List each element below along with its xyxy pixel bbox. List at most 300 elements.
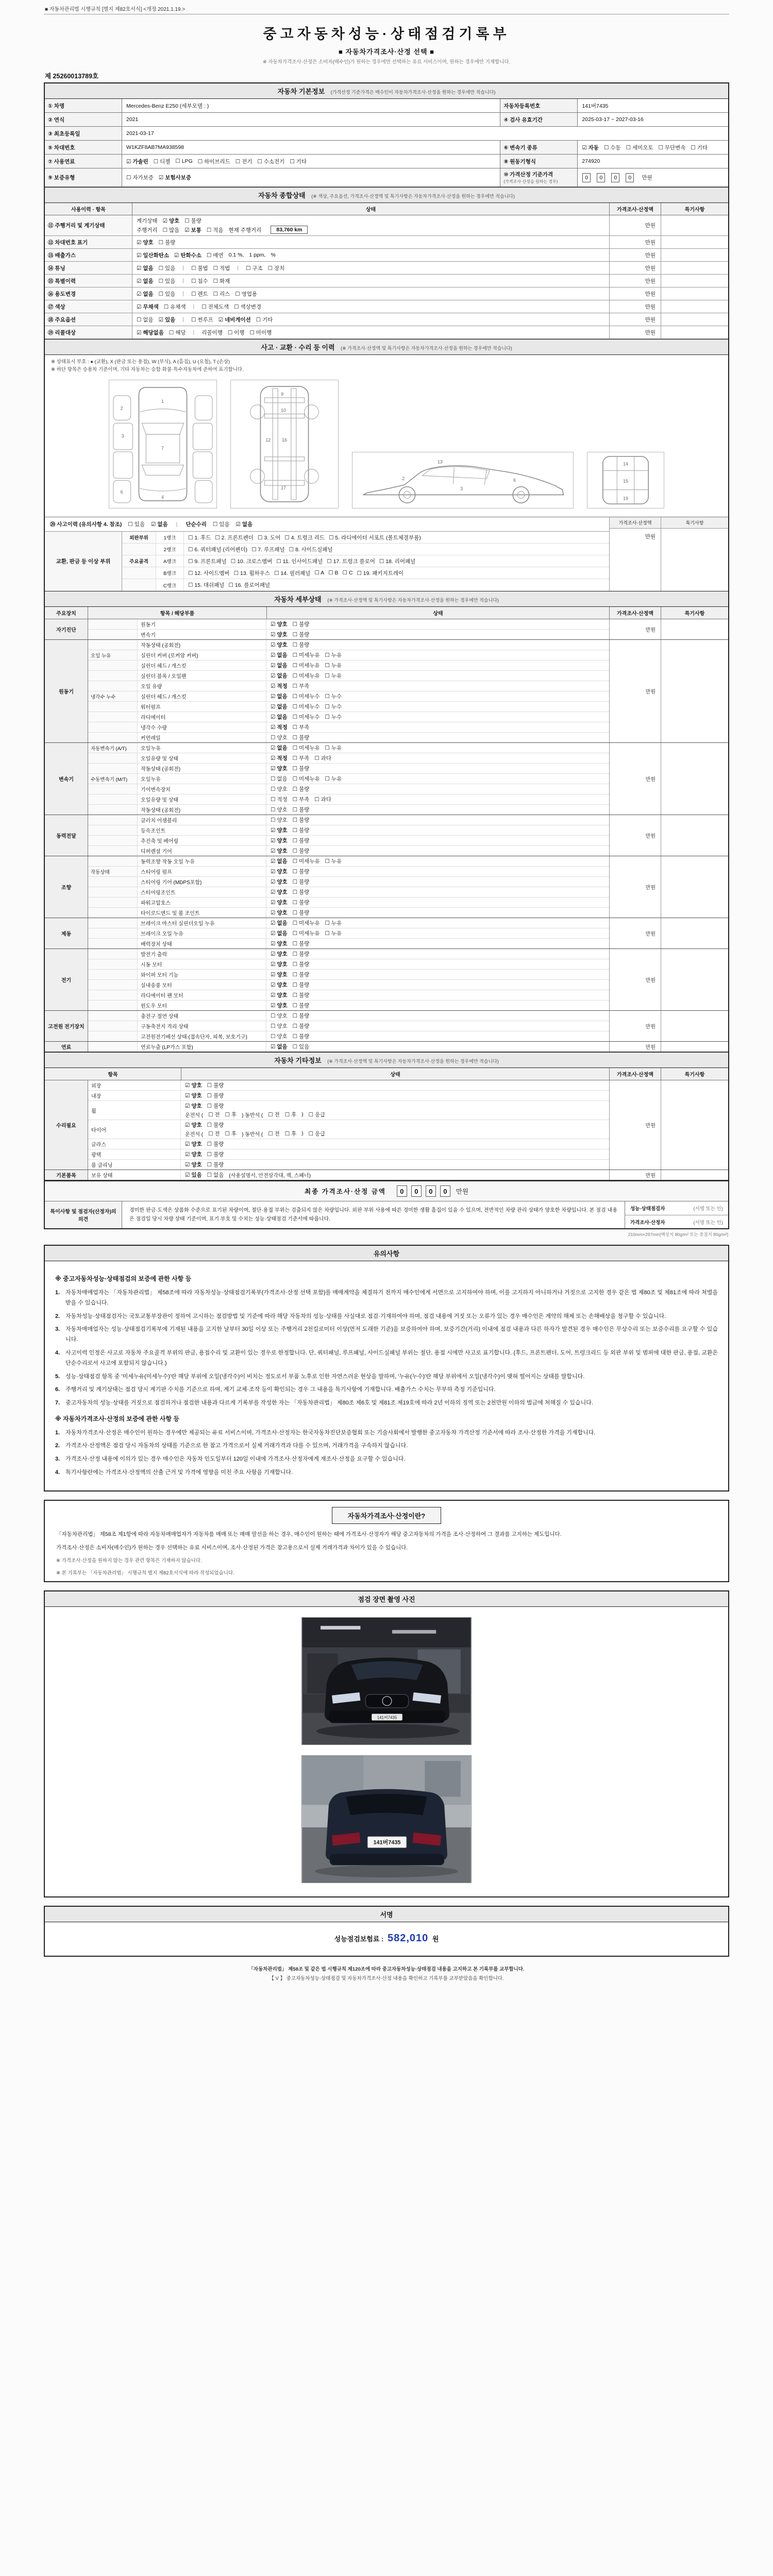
field-label-text: ⑦ 사용연료 xyxy=(48,158,75,165)
checkbox-unchecked[interactable]: ☐ 누유 xyxy=(325,858,342,865)
checkbox-unchecked[interactable]: ☐ 불량 xyxy=(207,1103,224,1110)
checkbox-checked[interactable]: ☑ 없음 xyxy=(271,920,288,927)
section-etc-info-title: 자동차 기타정보 xyxy=(274,1057,322,1065)
checkbox-unchecked[interactable]: ☐ 과다 xyxy=(314,796,331,803)
field-value xyxy=(578,168,728,187)
checkbox-unchecked[interactable]: ☐ 적법 xyxy=(213,265,230,272)
checkbox-unchecked[interactable]: ☐ 양호 xyxy=(271,1033,288,1040)
field-value xyxy=(122,99,500,112)
checkbox-unchecked[interactable]: ☐ 불량 xyxy=(292,972,310,978)
checkbox-unchecked[interactable]: ☐ 누유 xyxy=(325,920,342,927)
checkbox-unchecked[interactable]: ☐ 매연 xyxy=(206,252,224,259)
checkbox-unchecked[interactable]: ☐ 불량 xyxy=(207,1093,224,1099)
device-item-state xyxy=(266,990,609,1000)
note-cell xyxy=(661,1080,728,1170)
notice-number: 3. xyxy=(55,1326,60,1333)
checkbox-checked[interactable]: ☑ 양호 xyxy=(271,1003,288,1009)
checkbox-checked[interactable]: ☑ 가솔린 xyxy=(126,158,148,165)
notices-part2-list xyxy=(55,1428,718,1478)
checkbox-unchecked[interactable]: ☐ 전 xyxy=(208,1131,220,1138)
checkbox-unchecked[interactable]: ☐ LPG xyxy=(175,158,193,164)
page-footer xyxy=(44,1965,729,1995)
device-group xyxy=(45,640,728,743)
checkbox-unchecked[interactable]: ☐ 불량 xyxy=(207,1082,224,1089)
checkbox-unchecked[interactable]: ☐ 4. 트렁크 리드 xyxy=(284,534,325,541)
checkbox-unchecked[interactable]: ☐ 없음 xyxy=(137,316,154,323)
checkbox-unchecked[interactable]: ☐ 없음 xyxy=(271,776,288,783)
checkbox-checked[interactable]: ☑ 양호 xyxy=(185,1122,202,1129)
section-etc-info-header xyxy=(45,1052,728,1068)
state-item-label: ⑰ 색상 xyxy=(45,300,132,313)
device-item-row xyxy=(88,949,609,959)
checkbox-unchecked[interactable]: ☐ 전기 xyxy=(235,158,253,165)
svg-text:7: 7 xyxy=(161,446,164,451)
checkbox-checked[interactable]: ☑ 양호 xyxy=(185,1103,202,1110)
note-cell xyxy=(661,918,728,948)
device-items xyxy=(88,1080,610,1170)
car-diagram-top-view xyxy=(109,380,217,509)
divider: | xyxy=(182,265,184,271)
checkbox-unchecked[interactable]: ☐ 14. 필러패널 xyxy=(274,570,311,577)
checkbox-unchecked[interactable]: ☐ 불량 xyxy=(292,992,310,999)
device-subgroup xyxy=(88,815,138,825)
checkbox-unchecked[interactable]: ☐ 불량 xyxy=(207,1162,224,1168)
checkbox-unchecked[interactable]: ☐ B xyxy=(328,570,339,577)
checkbox-unchecked[interactable]: ☐ 후 xyxy=(284,1112,297,1118)
checkbox-unchecked[interactable]: ☐ 해당 xyxy=(169,329,186,336)
checkbox-unchecked[interactable]: ☐ 렌트 xyxy=(191,291,208,297)
state-option-line xyxy=(137,328,605,337)
checkbox-unchecked[interactable]: ☐ 부족 xyxy=(292,755,310,762)
checkbox-unchecked[interactable]: ☐ 응급 xyxy=(308,1112,326,1118)
checkbox-unchecked[interactable]: ☐ 누유 xyxy=(325,652,342,659)
checkbox-unchecked[interactable]: ☐ 불량 xyxy=(292,735,310,741)
checkbox-unchecked[interactable]: ☐ 영업용 xyxy=(235,291,257,297)
checkbox-unchecked[interactable]: ☐ 불량 xyxy=(292,632,310,638)
checkbox-checked[interactable]: ☑ 양호 xyxy=(162,218,180,224)
price-digit: 0 xyxy=(582,173,591,182)
checkbox-unchecked[interactable]: ☐ 15. 대쉬패널 xyxy=(188,582,225,589)
checkbox-checked[interactable]: ☑ 양호 xyxy=(185,1151,202,1158)
checkbox-checked[interactable]: ☑ 없음 xyxy=(271,1044,288,1050)
checkbox-unchecked[interactable]: ☐ 누유 xyxy=(325,663,342,669)
price-cell: 만원 xyxy=(610,743,661,815)
checkbox-unchecked[interactable]: ☐ 색상변경 xyxy=(234,303,262,310)
checkbox-unchecked[interactable]: ☐ 하이브리드 xyxy=(197,158,230,165)
checkbox-unchecked[interactable]: ☐ 있음 xyxy=(158,278,176,284)
checkbox-unchecked[interactable]: ☐ 18. 리어패널 xyxy=(379,558,416,565)
checkbox-unchecked[interactable]: ☐ 전 xyxy=(268,1112,280,1118)
device-item-row xyxy=(88,815,609,825)
checkbox-unchecked[interactable]: ☐ 불량 xyxy=(292,807,310,814)
checkbox-checked[interactable]: ☑ 없음 xyxy=(271,673,288,680)
checkbox-unchecked[interactable]: ☐ 불량 xyxy=(207,1122,224,1129)
checkbox-unchecked[interactable]: ☐ 불량 xyxy=(292,879,310,886)
checkbox-unchecked[interactable]: ☐ 기타 xyxy=(290,158,307,165)
device-item-state xyxy=(181,1101,609,1120)
checkbox-checked[interactable]: ☑ 양호 xyxy=(137,239,154,246)
notice-item xyxy=(55,1325,718,1345)
checkbox-unchecked[interactable]: ☐ 불량 xyxy=(292,900,310,906)
checkbox-unchecked[interactable]: ☐ 미세누유 xyxy=(292,663,320,669)
checkbox-unchecked[interactable]: ☐ 이행 xyxy=(227,329,245,336)
device-subgroup xyxy=(88,1011,138,1021)
checkbox-unchecked[interactable]: ☐ 미세누유 xyxy=(292,920,320,927)
checkbox-unchecked[interactable]: ☐ 불량 xyxy=(292,869,310,875)
field-label xyxy=(500,113,578,126)
checkbox-unchecked[interactable]: ☐ 불량 xyxy=(292,941,310,947)
checkbox-unchecked[interactable]: ☐ 17. 트렁크 플로어 xyxy=(327,558,375,565)
checkbox-checked[interactable]: ☑ 양호 xyxy=(271,838,288,844)
checkbox-checked[interactable]: ☑ 양호 xyxy=(271,889,288,896)
checkbox-checked[interactable]: ☑ 없음 xyxy=(137,291,154,297)
divider: | xyxy=(182,278,184,284)
accident-table-right xyxy=(610,517,728,591)
device-item-state xyxy=(266,897,609,907)
checkbox-checked[interactable]: ☑ 있음 xyxy=(185,1172,202,1179)
checkbox-unchecked[interactable]: ☐ 미이행 xyxy=(249,329,272,336)
checkbox-unchecked[interactable]: ☐ 양호 xyxy=(271,1013,288,1020)
checkbox-unchecked[interactable]: ☐ 누수 xyxy=(325,704,342,710)
device-subgroup: 오일 누유 xyxy=(88,650,138,660)
checkbox-unchecked[interactable]: ☐ 양호 xyxy=(271,807,288,814)
checkbox-unchecked[interactable]: ☐ 전 xyxy=(268,1131,280,1138)
field-label-text: ⑤ 차대번호 xyxy=(48,144,75,151)
checkbox-unchecked[interactable]: ☐ 불법 xyxy=(191,265,208,272)
checkbox-checked[interactable]: ☑ 없음 xyxy=(271,704,288,710)
state-option-line xyxy=(271,743,605,752)
inspection-photos-box xyxy=(44,1590,729,1897)
checkbox-unchecked[interactable]: ☐ 불량 xyxy=(292,817,310,824)
checkbox-unchecked[interactable]: ☐ 기타 xyxy=(691,144,708,151)
state-option-line xyxy=(271,970,605,979)
checkbox-unchecked[interactable]: ☐ 양호 xyxy=(271,817,288,824)
checkbox-checked[interactable]: ☑ 양호 xyxy=(271,972,288,978)
checkbox-checked[interactable]: ☑ 양호 xyxy=(185,1082,202,1089)
checkbox-checked[interactable]: ☑ 네비게이션 xyxy=(218,316,251,323)
checkbox-unchecked[interactable]: ☐ 전체도색 xyxy=(201,303,229,310)
rank-name: 1랭크 xyxy=(156,532,184,543)
state-item-label: ⑬ 배출가스 xyxy=(45,249,132,261)
checkbox-unchecked[interactable]: ☐ 수동 xyxy=(603,144,621,151)
field-value-text: 2021 xyxy=(126,116,139,123)
checkbox-unchecked[interactable]: ☐ 양호 xyxy=(271,1023,288,1030)
checkbox-checked[interactable]: ☑ 양호 xyxy=(271,910,288,917)
rank-row xyxy=(122,567,609,579)
rank-name: 2랭크 xyxy=(156,544,184,555)
checkbox-checked[interactable]: ☑ 양호 xyxy=(271,982,288,989)
device-subgroup xyxy=(88,897,138,907)
notice-text: 가격조사·산정 내용에 이의가 있는 경우 매수인은 자동차 인도일부터 120일 이내에 가격조사·산정자에게 재조사·산정을 요구할 수 있습니다. xyxy=(65,1456,406,1463)
state-option-line xyxy=(271,1011,605,1020)
checkbox-unchecked[interactable]: ☐ 후 xyxy=(225,1131,237,1138)
checkbox-unchecked[interactable]: ☐ 있음 xyxy=(158,265,176,272)
checkbox-unchecked[interactable]: ☐ 누유 xyxy=(325,776,342,783)
checkbox-checked[interactable]: ☑ 있음 xyxy=(158,316,176,323)
state-option-line xyxy=(271,692,605,701)
checkbox-checked[interactable]: ☑ 양호 xyxy=(271,827,288,834)
checkbox-unchecked[interactable]: ☐ 불량 xyxy=(292,848,310,855)
divider: | xyxy=(193,303,195,310)
device-item-label: 내장 xyxy=(88,1091,181,1100)
checkbox-unchecked[interactable]: ☐ 리스 xyxy=(213,291,230,297)
checkbox-unchecked[interactable]: ☐ 양호 xyxy=(271,786,288,793)
checkbox-unchecked[interactable]: ☐ 8. 사이드실패널 xyxy=(289,546,333,553)
device-subgroup xyxy=(88,887,138,897)
checkbox-unchecked[interactable]: ☐ 미세누수 xyxy=(292,704,320,710)
state-option-line xyxy=(271,661,605,670)
device-item-label: 스티어링조인트 xyxy=(138,887,266,897)
checkbox-unchecked[interactable]: ☐ 미세누유 xyxy=(292,776,320,783)
device-item-label: 디퍼렌셜 기어 xyxy=(138,846,266,856)
checkbox-unchecked[interactable]: ☐ 16. 플로어패널 xyxy=(228,582,270,589)
checkbox-unchecked[interactable]: ☐ 누수 xyxy=(325,714,342,721)
checkbox-unchecked[interactable]: ☐ 불량 xyxy=(292,1033,310,1040)
note-cell xyxy=(661,619,728,639)
checkbox-unchecked[interactable]: ☐ 불량 xyxy=(292,889,310,896)
state-option-line xyxy=(271,826,605,835)
checkbox-unchecked[interactable]: ☐ 누수 xyxy=(325,693,342,700)
checkbox-unchecked[interactable]: ☐ 부족 xyxy=(292,796,310,803)
checkbox-unchecked[interactable]: ☐ 누유 xyxy=(325,673,342,680)
state-options xyxy=(132,215,610,235)
checkbox-unchecked[interactable]: ☐ 후 xyxy=(284,1131,297,1138)
device-subgroup xyxy=(88,980,138,990)
device-item-state xyxy=(266,671,609,681)
checkbox-unchecked[interactable]: ☐ 침수 xyxy=(191,278,208,284)
checkbox-unchecked[interactable]: ☐ 불량 xyxy=(292,838,310,844)
checkbox-checked[interactable]: ☑ 양호 xyxy=(185,1162,202,1168)
checkbox-checked[interactable]: ☑ 보통 xyxy=(184,227,201,233)
checkbox-checked[interactable]: ☑ 양호 xyxy=(271,941,288,947)
device-item-label: 클러치 어셈블리 xyxy=(138,815,266,825)
checkbox-unchecked[interactable]: ☐ 3. 도어 xyxy=(258,534,281,541)
device-item-label: 오일누유 xyxy=(138,774,266,784)
notice-item xyxy=(55,1288,718,1309)
checkbox-unchecked[interactable]: ☐ 유채색 xyxy=(163,303,186,310)
price-cell: 만원 xyxy=(610,1080,661,1170)
checkbox-unchecked[interactable]: ☐ 불량 xyxy=(292,910,310,917)
photos-area xyxy=(45,1607,728,1896)
checkbox-unchecked[interactable]: ☐ 9. 프론트패널 xyxy=(188,558,227,565)
device-subgroup xyxy=(88,1031,138,1041)
checkbox-unchecked[interactable]: ☐ 디젤 xyxy=(153,158,171,165)
checkbox-unchecked[interactable]: ☐ 부족 xyxy=(292,683,310,690)
checkbox-unchecked[interactable]: ☐ 있음 xyxy=(128,521,145,528)
checkbox-checked[interactable]: ☑ 양호 xyxy=(271,992,288,999)
checkbox-checked[interactable]: ☑ 적정 xyxy=(271,755,288,762)
checkbox-checked[interactable]: ☑ 양호 xyxy=(271,766,288,772)
state-option-line xyxy=(271,888,605,896)
rank-row xyxy=(122,555,609,567)
device-item-state xyxy=(266,681,609,691)
checkbox-unchecked[interactable]: ☐ 세미오토 xyxy=(626,144,653,151)
svg-text:12: 12 xyxy=(265,437,271,443)
basic-info-row xyxy=(45,113,728,127)
checkbox-unchecked[interactable]: ☐ 누유 xyxy=(325,930,342,937)
paper-size-note: 210mm×297mm[백상지 80g/m² 또는 중질지 80g/m²] xyxy=(628,1232,728,1238)
checkbox-unchecked[interactable]: ☐ 불량 xyxy=(292,1023,310,1030)
checkbox-checked[interactable]: ☑ 양호 xyxy=(185,1093,202,1099)
device-subgroup xyxy=(88,805,138,815)
checkbox-checked[interactable]: ☑ 보험사보증 xyxy=(158,175,191,181)
checkbox-unchecked[interactable]: ☐ 불량 xyxy=(292,766,310,772)
checkbox-unchecked[interactable]: ☐ 불량 xyxy=(158,239,176,246)
checkbox-unchecked[interactable]: ☐ 5. 라디에이터 서포트 (볼트체결부품) xyxy=(328,534,421,541)
checkbox-unchecked[interactable]: ☐ 1. 후드 xyxy=(188,534,211,541)
checkbox-checked[interactable]: ☑ 양호 xyxy=(185,1141,202,1148)
state-option-line xyxy=(185,1160,605,1169)
checkbox-unchecked[interactable]: ☐ 화재 xyxy=(213,278,230,284)
checkbox-checked[interactable]: ☑ 양호 xyxy=(271,848,288,855)
device-subgroup xyxy=(88,877,138,887)
device-subgroup: 작동상태 xyxy=(88,867,138,876)
checkbox-unchecked[interactable]: ☐ 미세누수 xyxy=(292,693,320,700)
checkbox-unchecked[interactable]: ☐ 19. 패키지트레이 xyxy=(357,570,404,577)
checkbox-checked[interactable]: ☑ 없음 xyxy=(137,265,154,272)
device-group xyxy=(45,918,728,949)
checkbox-checked[interactable]: ☑ 일산화탄소 xyxy=(137,252,170,259)
svg-text:16: 16 xyxy=(282,437,287,443)
checkbox-unchecked[interactable]: ☐ 미세누유 xyxy=(292,930,320,937)
checkbox-unchecked[interactable]: ☐ 불량 xyxy=(292,951,310,958)
checkbox-unchecked[interactable]: ☐ 불량 xyxy=(292,642,310,649)
device-item-label: 실린더 헤드 / 개스킷 xyxy=(138,691,266,701)
device-group xyxy=(45,1080,728,1170)
price-cell: 만원 xyxy=(610,215,661,235)
checkbox-unchecked[interactable]: ☐ 적음 xyxy=(206,227,224,233)
checkbox-unchecked[interactable]: ☐ 있음 xyxy=(212,521,230,528)
device-subgroup: 자동변속기 (A/T) xyxy=(88,743,138,753)
checkbox-unchecked[interactable]: ☐ 썬루프 xyxy=(191,316,213,323)
checkbox-unchecked[interactable]: ☐ 불량 xyxy=(184,218,201,224)
checkbox-unchecked[interactable]: ☐ 무단변속 xyxy=(658,144,686,151)
checkbox-unchecked[interactable]: ☐ 2. 프론트펜더 xyxy=(215,534,254,541)
state-option-line xyxy=(271,754,605,762)
device-group xyxy=(45,949,728,1011)
checkbox-unchecked[interactable]: ☐ 후 xyxy=(225,1112,237,1118)
car-diagram-side-view xyxy=(352,452,574,509)
checkbox-unchecked[interactable]: ☐ 11. 인사이드패널 xyxy=(276,558,323,565)
checkbox-unchecked[interactable]: ☐ 불량 xyxy=(292,827,310,834)
checkbox-checked[interactable]: ☑ 없음 xyxy=(137,278,154,284)
field-value-text: W1KZF8AB7MA938598 xyxy=(126,144,184,150)
checkbox-unchecked[interactable]: ☐ 없음 xyxy=(207,1172,224,1179)
checkbox-checked[interactable]: ☑ 탄화수소 xyxy=(174,252,201,259)
device-items xyxy=(88,856,610,918)
checkbox-checked[interactable]: ☑ 양호 xyxy=(271,900,288,906)
checkbox-unchecked[interactable]: ☐ 전 xyxy=(208,1112,220,1118)
checkbox-unchecked[interactable]: ☐ 응급 xyxy=(308,1131,326,1138)
signature-header: 서명 xyxy=(45,1907,728,1922)
checkbox-unchecked[interactable]: ☐ 있음 xyxy=(158,291,176,297)
checkbox-unchecked[interactable]: ☐ 불량 xyxy=(207,1141,224,1148)
checkbox-unchecked[interactable]: ☐ 수소전기 xyxy=(257,158,285,165)
state-option-line xyxy=(185,1129,605,1138)
checkbox-unchecked[interactable]: ☐ 장치 xyxy=(267,265,285,272)
checkbox-unchecked[interactable]: ☐ 과다 xyxy=(314,755,331,762)
notice-number: 3. xyxy=(55,1456,60,1463)
checkbox-unchecked[interactable]: ☐ 6. 쿼터패널 (리어펜더) xyxy=(188,546,248,553)
notice-item xyxy=(55,1372,718,1382)
checkbox-unchecked[interactable]: ☐ 불량 xyxy=(292,982,310,989)
checkbox-unchecked[interactable]: ☐ 누유 xyxy=(325,745,342,752)
checkbox-checked[interactable]: ☑ 없음 xyxy=(150,521,168,528)
device-subgroup xyxy=(88,856,138,866)
checkbox-checked[interactable]: ☑ 무채색 xyxy=(137,303,159,310)
checkbox-unchecked[interactable]: ☐ 부족 xyxy=(292,724,310,731)
section-detail-state-header xyxy=(45,591,728,607)
checkbox-unchecked[interactable]: ☐ 12. 사이드멤버 xyxy=(188,570,230,577)
checkbox-checked[interactable]: ☑ 없음 xyxy=(236,521,253,528)
checkbox-unchecked[interactable]: ☐ 불량 xyxy=(292,1013,310,1020)
checkbox-checked[interactable]: ☑ 없음 xyxy=(271,663,288,669)
checkbox-checked[interactable]: ☑ 양호 xyxy=(271,869,288,875)
checkbox-unchecked[interactable]: ☐ 7. 루프패널 xyxy=(251,546,285,553)
field-label-text: ⑧ 원동기형식 xyxy=(503,158,536,165)
checkbox-unchecked[interactable]: ☐ 기타 xyxy=(256,316,273,323)
checkbox-checked[interactable]: ☑ 해당없음 xyxy=(137,329,164,336)
checkbox-unchecked[interactable]: ☐ 13. 휠하우스 xyxy=(233,570,270,577)
checkbox-checked[interactable]: ☑ 없음 xyxy=(271,693,288,700)
checkbox-checked[interactable]: ☑ 없음 xyxy=(271,858,288,865)
checkbox-unchecked[interactable]: ☐ 불량 xyxy=(292,1003,310,1009)
state-option-line xyxy=(271,713,605,721)
checkbox-checked[interactable]: ☑ 양호 xyxy=(271,642,288,649)
device-item-row xyxy=(88,1080,609,1091)
checkbox-checked[interactable]: ☑ 없음 xyxy=(271,930,288,937)
device-item-state xyxy=(266,877,609,887)
checkbox-checked[interactable]: ☑ 적정 xyxy=(271,724,288,731)
section-accident-header xyxy=(45,339,728,355)
checkbox-unchecked[interactable]: ☐ 불량 xyxy=(292,786,310,793)
checkbox-checked[interactable]: ☑ 양호 xyxy=(271,621,288,628)
checkbox-checked[interactable]: ☑ 양호 xyxy=(271,961,288,968)
checkbox-unchecked[interactable]: ☐ 자가보증 xyxy=(126,175,154,181)
note-cell xyxy=(661,856,728,918)
checkbox-checked[interactable]: ☑ 양호 xyxy=(271,951,288,958)
checkbox-checked[interactable]: ☑ 없음 xyxy=(271,745,288,752)
checkbox-unchecked[interactable]: ☐ 불량 xyxy=(207,1151,224,1158)
checkbox-unchecked[interactable]: ☐ 미세누유 xyxy=(292,858,320,865)
checkbox-unchecked[interactable]: ☐ 불량 xyxy=(292,961,310,968)
checkbox-unchecked[interactable]: ☐ 양호 xyxy=(271,735,288,741)
checkbox-checked[interactable]: ☑ 양호 xyxy=(271,879,288,886)
basic-info-row xyxy=(45,99,728,113)
checkbox-unchecked[interactable]: ☐ 많음 xyxy=(162,227,180,233)
note-cell xyxy=(661,949,728,1010)
checkbox-unchecked[interactable]: ☐ 10. 크로스멤버 xyxy=(230,558,273,565)
checkbox-checked[interactable]: ☑ 없음 xyxy=(271,652,288,659)
checkbox-unchecked[interactable]: ☐ 미세누유 xyxy=(292,745,320,752)
checkbox-checked[interactable]: ☑ 자동 xyxy=(582,144,599,151)
checkbox-unchecked[interactable]: ☐ 불량 xyxy=(292,621,310,628)
checkbox-checked[interactable]: ☑ 적정 xyxy=(271,683,288,690)
checkbox-unchecked[interactable]: ☐ 미세누수 xyxy=(292,714,320,721)
checkbox-checked[interactable]: ☑ 없음 xyxy=(271,714,288,721)
checkbox-unchecked[interactable]: ☐ 있음 xyxy=(292,1044,310,1050)
checkbox-unchecked[interactable]: ☐ 구조 xyxy=(245,265,263,272)
checkbox-unchecked[interactable]: ☐ C xyxy=(342,570,353,577)
checkbox-unchecked[interactable]: ☐ 미세누유 xyxy=(292,673,320,680)
appraiser-sign-cell xyxy=(625,1215,728,1229)
checkbox-unchecked[interactable]: ☐ A xyxy=(314,570,325,577)
checkbox-unchecked[interactable]: ☐ 미세누유 xyxy=(292,652,320,659)
checkbox-unchecked[interactable]: ☐ 적정 xyxy=(271,796,288,803)
checkbox-checked[interactable]: ☑ 양호 xyxy=(271,632,288,638)
device-subgroup xyxy=(88,794,138,804)
field-value-text: 274920 xyxy=(582,158,600,164)
